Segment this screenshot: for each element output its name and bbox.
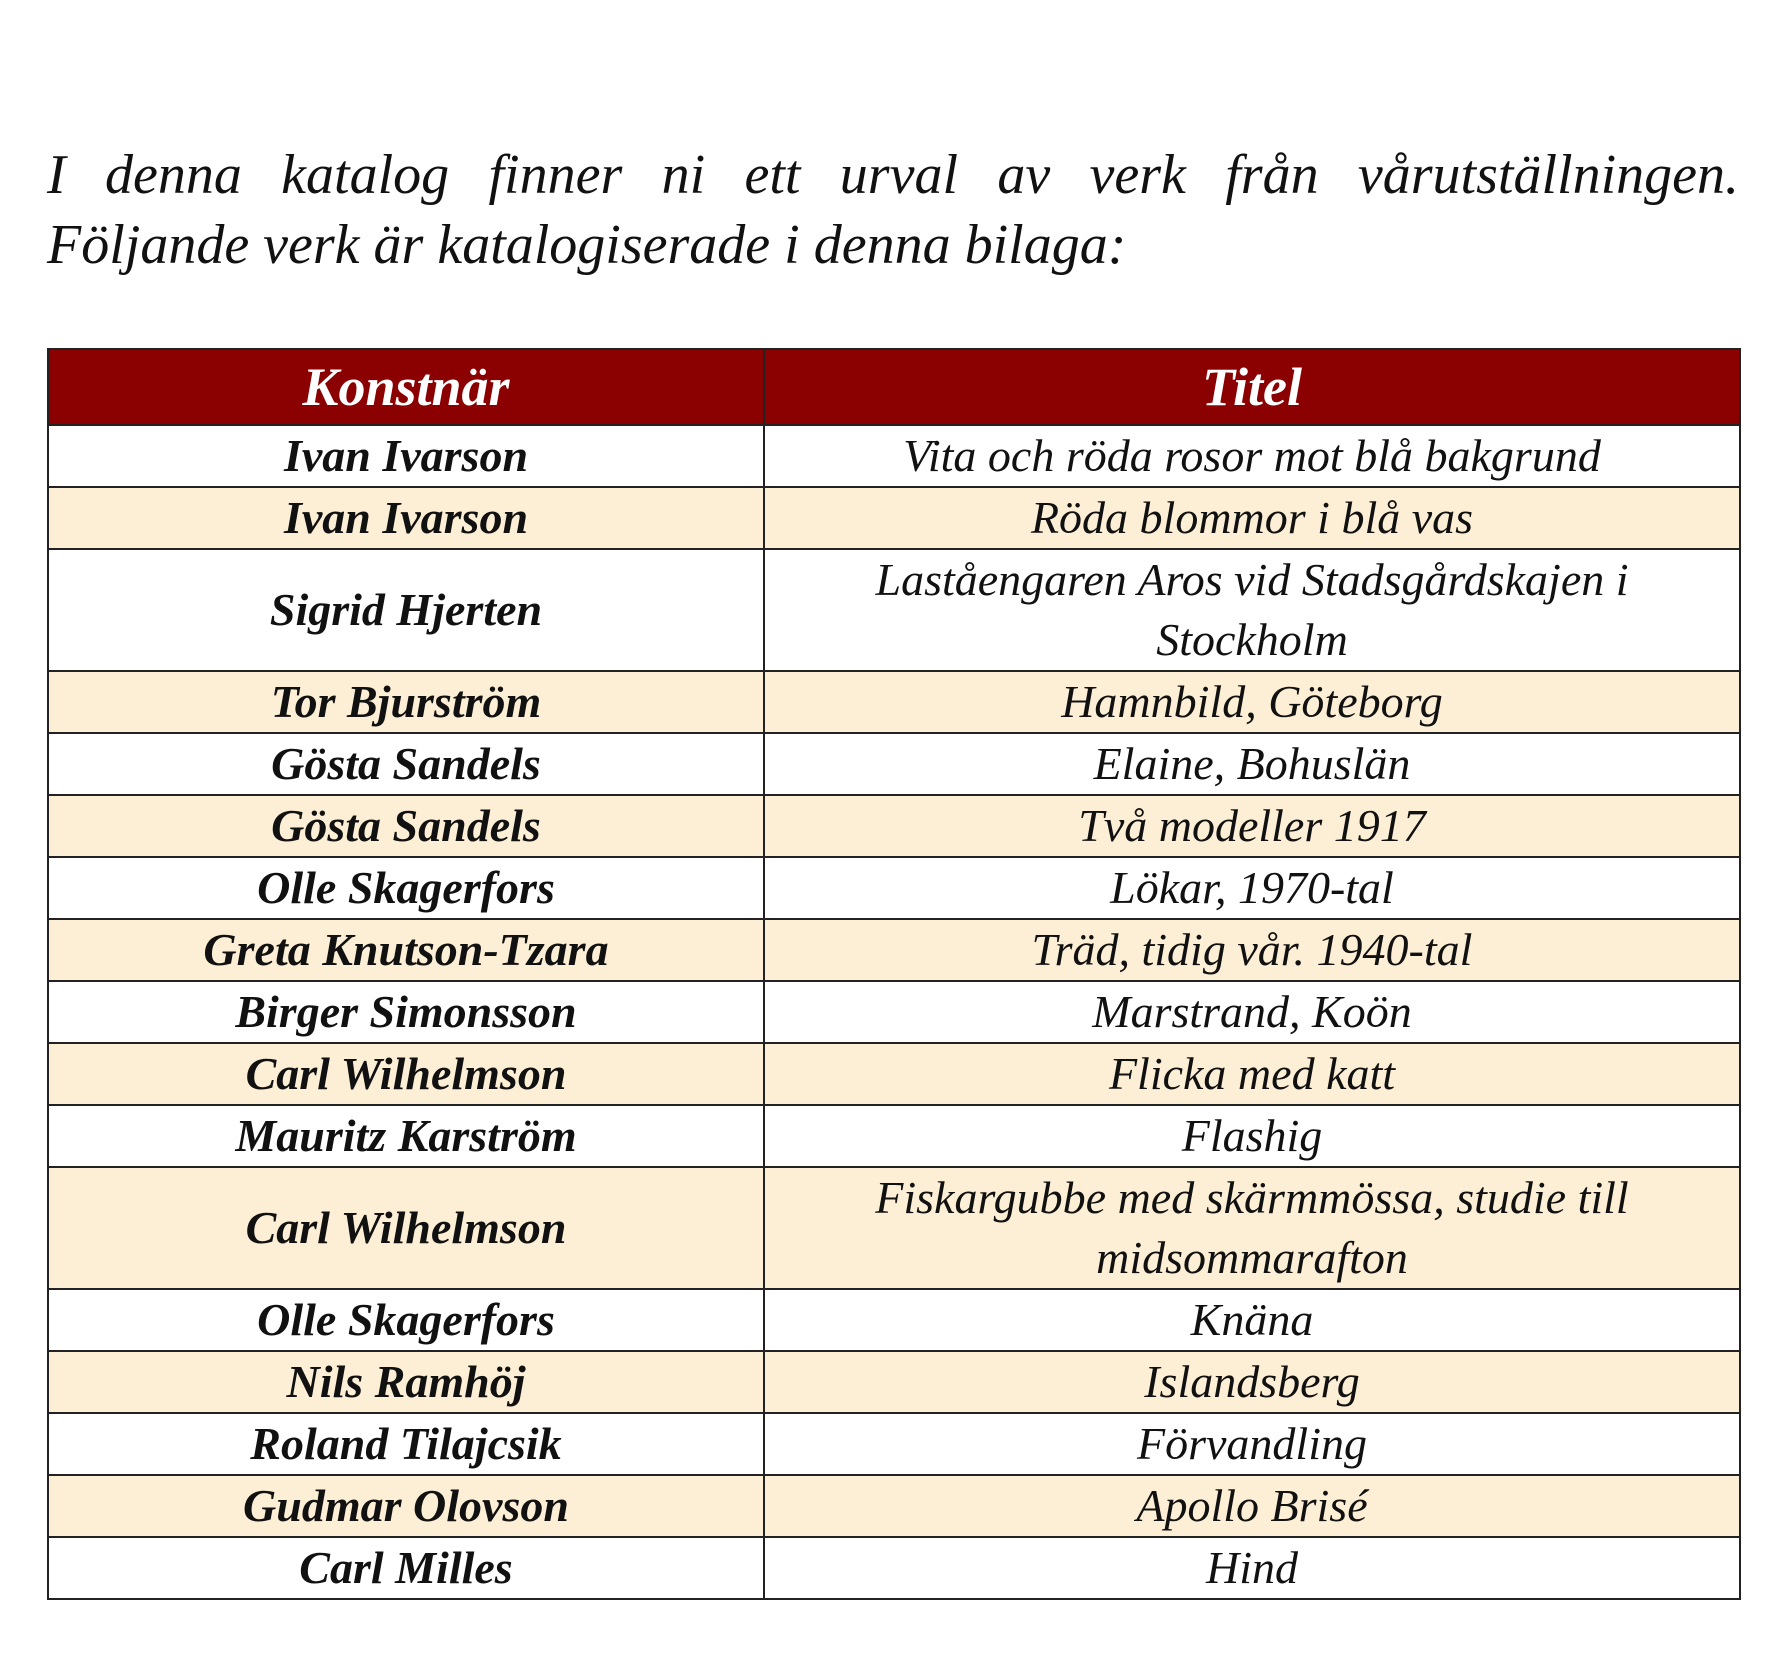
table-row (48, 857, 1740, 919)
artist-cell: Olle Skagerfors (48, 1289, 764, 1351)
intro-text (47, 140, 1739, 280)
table-row (48, 1043, 1740, 1105)
table-row (48, 733, 1740, 795)
table-row (48, 1537, 1740, 1599)
artist-cell: Olle Skagerfors (48, 857, 764, 919)
title-cell: Förvandling (764, 1413, 1740, 1475)
table-row (48, 1167, 1740, 1289)
artist-cell: Gudmar Olovson (48, 1475, 764, 1537)
artist-cell: Gösta Sandels (48, 733, 764, 795)
title-cell: Laståengaren Aros vid Stadsgårdskajen i Stockholm (764, 549, 1740, 671)
title-cell: Islandsberg (764, 1351, 1740, 1413)
title-cell: Fiskargubbe med skärmmössa, studie till midsommarafton (764, 1167, 1740, 1289)
artist-cell: Greta Knutson-Tzara (48, 919, 764, 981)
table-row (48, 919, 1740, 981)
intro-line-2: Följande verk är katalogiserade i denna bilaga: (47, 214, 1127, 276)
title-cell: Flashig (764, 1105, 1740, 1167)
title-cell: Träd, tidig vår. 1940-tal (764, 919, 1740, 981)
artist-cell: Tor Bjurström (48, 671, 764, 733)
title-cell: Vita och röda rosor mot blå bakgrund (764, 425, 1740, 487)
table-row (48, 1475, 1740, 1537)
header-title: Titel (764, 349, 1740, 425)
artist-cell: Sigrid Hjerten (48, 549, 764, 671)
artist-cell: Carl Wilhelmson (48, 1043, 764, 1105)
table-row (48, 795, 1740, 857)
artist-cell: Mauritz Karström (48, 1105, 764, 1167)
title-cell: Hamnbild, Göteborg (764, 671, 1740, 733)
artist-cell: Birger Simonsson (48, 981, 764, 1043)
table-row (48, 671, 1740, 733)
artist-cell: Roland Tilajcsik (48, 1413, 764, 1475)
intro-line-1: I denna katalog finner ni ett urval av verk från vårutställningen. (47, 144, 1739, 206)
artist-cell: Carl Milles (48, 1537, 764, 1599)
table-row (48, 981, 1740, 1043)
table-row (48, 1413, 1740, 1475)
table-row (48, 1105, 1740, 1167)
table-row (48, 549, 1740, 671)
artist-cell: Ivan Ivarson (48, 425, 764, 487)
title-cell: Elaine, Bohuslän (764, 733, 1740, 795)
title-cell: Marstrand, Koön (764, 981, 1740, 1043)
title-cell: Lökar, 1970-tal (764, 857, 1740, 919)
table-row (48, 1351, 1740, 1413)
title-cell: Knäna (764, 1289, 1740, 1351)
table-row (48, 425, 1740, 487)
table-header-row (48, 349, 1740, 425)
header-artist: Konstnär (48, 349, 764, 425)
artist-cell: Ivan Ivarson (48, 487, 764, 549)
title-cell: Röda blommor i blå vas (764, 487, 1740, 549)
title-cell: Flicka med katt (764, 1043, 1740, 1105)
title-cell: Två modeller 1917 (764, 795, 1740, 857)
artist-cell: Carl Wilhelmson (48, 1167, 764, 1289)
table-row (48, 1289, 1740, 1351)
catalog-table (47, 348, 1741, 1600)
artist-cell: Nils Ramhöj (48, 1351, 764, 1413)
table-row (48, 487, 1740, 549)
title-cell: Apollo Brisé (764, 1475, 1740, 1537)
artist-cell: Gösta Sandels (48, 795, 764, 857)
title-cell: Hind (764, 1537, 1740, 1599)
